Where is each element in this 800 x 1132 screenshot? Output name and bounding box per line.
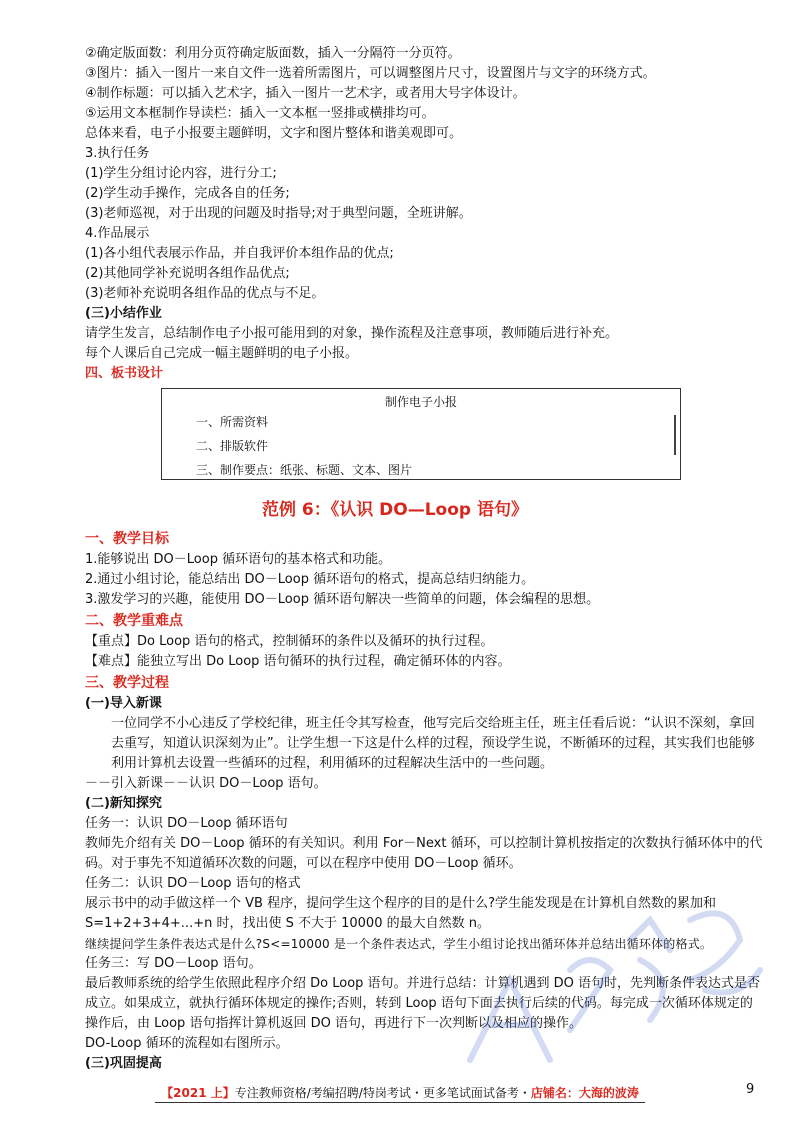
example-title: 范例 6：《认识 DO—Loop 语句》 — [261, 500, 528, 520]
line: ⑤运用文本框制作导读栏：插入一文本框一竖排或横排均可。 — [85, 106, 435, 121]
intro-tail: －－引入新课－－认识 DO－Loop 语句。 — [85, 776, 327, 791]
line: ②确定版面数：利用分页符确定版面数，插入一分隔符一分页符。 — [85, 46, 461, 61]
task3-paragraph: 最后教师系统的给学生依照此程序介绍 Do Loop 语句。并进行总结：计算机遇到 DO 语句时，先判断条件表达式是否成立。如果成立，就执行循环体规定的操作;否则，转到 Loop 语句下面去执行后续的代码。每完成一次循环体规定的操作后，由 Loop 语句指挥计算机返回 DO 语句，再进行下一次判断以及相应的操作。 — [85, 976, 761, 1031]
line: ③图片：插入一图片一来自文件一选着所需图片，可以调整图片尺寸，设置图片与文字的环绕方式。 — [85, 66, 656, 81]
goal-item: 1.能够说出 DO－Loop 循环语句的基本格式和功能。 — [85, 552, 392, 567]
keypoints-heading: 二、教学重难点 — [85, 613, 183, 629]
task3-title: 任务三：写 DO－Loop 语句。 — [85, 956, 262, 971]
footer-year: 【2021 上】 — [161, 1086, 235, 1100]
blackboard-design — [161, 388, 681, 480]
board-title: 制作电子小报 — [384, 395, 457, 409]
keypoint-item: 【难点】能独立写出 Do Loop 语句循环的执行过程，确定循环体的内容。 — [85, 654, 511, 669]
summary-line: 请学生发言，总结制作电子小报可能用到的对象，操作流程及注意事项，教师随后进行补充。 — [85, 326, 619, 341]
process-heading: 三、教学过程 — [85, 675, 169, 691]
task3-tail: DO-Loop 循环的流程如右图所示。 — [85, 1036, 289, 1051]
line: (2)其他同学补充说明各组作品优点; — [85, 266, 290, 281]
goal-item: 2.通过小组讨论，能总结出 DO－Loop 循环语句的格式，提高总结归纳能力。 — [85, 572, 535, 587]
line: (3)老师巡视，对于出现的问题及时指导;对于典型问题，全班讲解。 — [85, 206, 472, 221]
top-lines — [85, 44, 765, 304]
line: (3)老师补充说明各组作品的优点与不足。 — [85, 286, 325, 301]
footer-text: 专注教师资格/考编招聘/特岗考试・更多笔试面试备考・ — [234, 1086, 531, 1100]
summary-heading: (三)小结作业 — [85, 306, 162, 321]
line: (2)学生动手操作，完成各自的任务; — [85, 186, 290, 201]
board-heading: 四、板书设计 — [85, 366, 164, 381]
page-content — [85, 44, 765, 1074]
line: (1)各小组代表展示作品，并自我评价本组作品的优点; — [85, 246, 394, 261]
page-number: 9 — [746, 1082, 755, 1097]
board-item: 二、排版软件 — [196, 439, 269, 453]
task2-paragraph: 展示书中的动手做这样一个 VB 程序，提问学生这个程序的目的是什么?学生能发现是在计算机自然数的累加和 S=1+2+3+4+...+n 时，找出使 S 不大于 10000 的最大自然数 n。 — [85, 896, 716, 931]
explore-heading: (二)新知探究 — [85, 796, 162, 811]
board-divider — [674, 415, 676, 455]
footer-banner — [155, 1086, 645, 1103]
task1-title: 任务一：认识 DO－Loop 循环语句 — [85, 816, 288, 831]
goals-heading: 一、教学目标 — [85, 531, 169, 547]
intro-heading: (一)导入新课 — [85, 696, 162, 711]
task2-title: 任务二：认识 DO－Loop 语句的格式 — [85, 876, 301, 891]
line: 3.执行任务 — [85, 146, 150, 161]
goal-item: 3.激发学习的兴趣，能使用 DO－Loop 循环语句解决一些简单的问题，体会编程的思想。 — [85, 592, 600, 607]
footer-shop: 店铺名：大海的波涛 — [530, 1086, 639, 1100]
keypoint-item: 【重点】Do Loop 语句的格式，控制循环的条件以及循环的执行过程。 — [85, 634, 494, 649]
intro-paragraph: 一位同学不小心违反了学校纪律，班主任令其写检查，他写完后交给班主任，班主任看后说：“认识不深刻，拿回去重写，知道认识深刻为止”。让学生想一下这是什么样的过程，预设学生说，不断循环的过程，其实我们也能够利用计算机去设置一些循环的过程，利用循环的过程解决生活中的一些问题。 — [111, 716, 755, 771]
consolidate-heading: (三)巩固提高 — [85, 1056, 162, 1071]
board-item: 三、制作要点：纸张、标题、文本、图片 — [196, 463, 413, 477]
line: 总体来看，电子小报要主题鲜明，文字和图片整体和谐美观即可。 — [85, 126, 463, 141]
task2-note: 继续提问学生条件表达式是什么?S<=10000 是一个条件表达式，学生小组讨论找出循环体并总结出循环体的格式。 — [85, 937, 713, 951]
line: ④制作标题：可以插入艺术字，插入一图片一艺术字，或者用大号字体设计。 — [85, 86, 526, 101]
summary-line: 每个人课后自己完成一幅主题鲜明的电子小报。 — [85, 346, 359, 361]
task1-paragraph: 教师先介绍有关 DO－Loop 循环的有关知识。利用 For－Next 循环，可以控制计算机按指定的次数执行循环体中的代码。对于事先不知道循环次数的问题，可以在程序中使用 DO－Loop 循环。 — [85, 836, 763, 871]
board-item: 一、所需资料 — [196, 415, 269, 429]
line: (1)学生分组讨论内容，进行分工; — [85, 166, 277, 181]
line: 4.作品展示 — [85, 226, 150, 241]
page-footer — [0, 1084, 800, 1102]
